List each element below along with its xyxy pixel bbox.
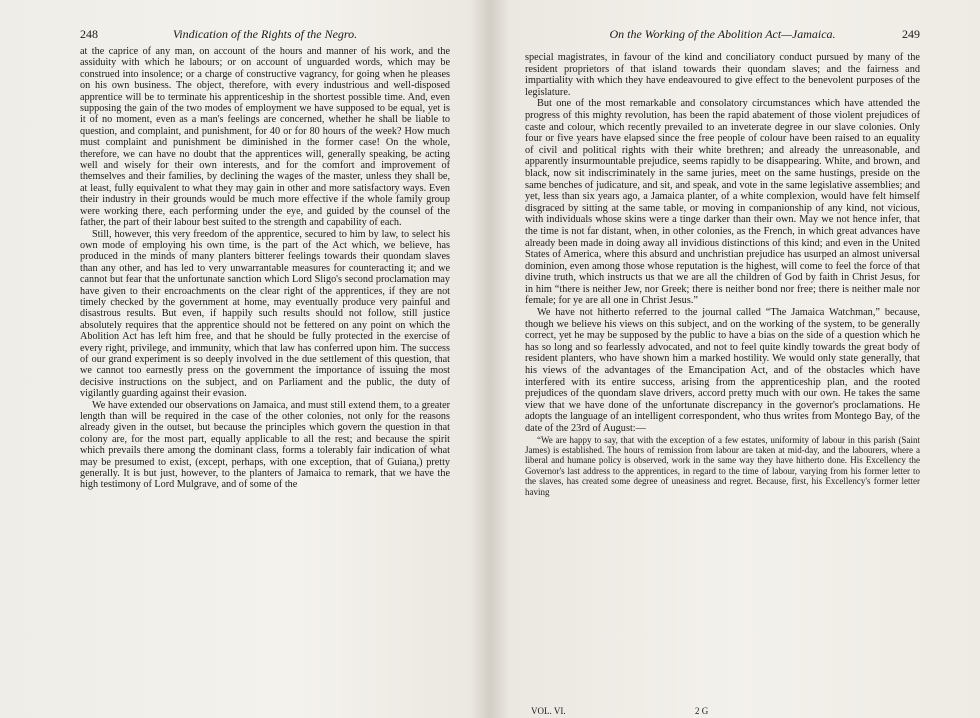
paragraph: Still, however, this very freedom of the apprentice, secured to him by law, to select his own mode of employing his own time, is the part of the Act which, we believe, has produced in the minds of many planters bitterer feelings towards their quondam slaves than any other, and has led to very unwarrantable measures for counteracting it; and we cannot but fear that the unfortunate sanction which Lord Sligo's second proclamation may have given to their encroachments on the clear right of the apprentices, if they are not timely checked by the government at home, may eventually produce very painful and disastrous results. But even, if happily such results should not follow, still justice absolutely requires that the apprentice should not be fettered on any point on which the Abolition Act has left him free, and that he should be fully protected in the exercise of every right, privilege, and immunity, which that law has conferred upon him. The success of our grand experiment is so deeply involved in the due settlement of this question, that we cannot too earnestly press on the government the importance of issuing the most decisive instructions on the subject, and on Parliament and the public, the duty of vigilantly guarding against their evasion. xyxy=(80,228,450,400)
paragraph: We have extended our observations on Jamaica, and must still extend them, to a greater length than will be required in the case of the other colonies, not only for the reasons already given in the outset, but because the principles which govern the question in that colony are, for the most part, equally applicable to all the rest; and because the spirit which prevails there among the dominant class, forms a tolerably fair indication of what may be presumed to exist, (except, perhaps, with one exception, that of Guiana,) pretty generally. It is but just, however, to the planters of Jamaica to remark, that we have the high testimony of Lord Mulgrave, and of some of the xyxy=(80,399,450,491)
paragraph: We have not hitherto referred to the journal called “The Jamaica Watchman,” because, though we believe his views on this subject, and on the working of the system, to be generally correct, yet he may be supposed by the public to have a bias on the side of a question which he has so long and so fearlessly advocated, and not to feel quite kindly towards the great body of resident planters, who have shown him a marked hostility. We would only state generally, that his views of the advantages of the Emancipation Act, and of the obstacles which have interfered with its entire success, arising from the apprenticeship plan, and the rooted prejudices of the quondam slave drivers, accord pretty much with our own. He takes the same view that we have done of the unfortunate discrepancy in the governor's proclamations. He adopts the language of an intelligent correspondent, who thus writes from Montego Bay, of the date of the 23rd of August:— xyxy=(525,307,920,434)
paragraph: special magistrates, in favour of the kind and conciliatory conduct pursued by many of the resident proprietors of that island towards their quondam slaves; and the fairness and impartiality with which they have endeavoured to give effect to the benevolent purposes of the legislature. xyxy=(525,52,920,98)
signature-mark: 2 G xyxy=(695,706,709,716)
paragraph: at the caprice of any man, on account of the hours and manner of his work, and the assiduity with which he labours; or on account of unguarded words, which may be construed into insolence; or a charge of constructive vagrancy, for going when he pleases on his own business. The object, therefore, with every industrious and well-disposed apprentice will be to terminate his apprenticeship in the shortest possible time. And, even supposing the gain of the two modes of employment we have supposed to be equal, yet is it of no moment, even as a man's feelings are concerned, whether he shall be liable to question, and complaint, and punishment, for 40 or for 80 hours of the week? How much must complaint and punishment be diminished in the former case! On the whole, therefore, we can have no doubt that the apprentices will, generally speaking, be acting well and wisely for their own interests, and for the comfort and improvement of themselves and their families, by declining the wages of the master, unless they shall be, at least, fully equivalent to what they may gain in other and more satisfactory ways. Even their industry in their grounds would be much more effective if the whole family group were working there, each performing under the eye, and guided by the counsel of the father, the part of their labour best suited to the strength and capability of each. xyxy=(80,46,450,229)
left-page xyxy=(80,0,450,718)
paragraph: But one of the most remarkable and consolatory circumstances which have attended the progress of this mighty revolution, has been the rapid abatement of those violent prejudices of caste and colour, which recently prevailed to an inveterate degree in our slave colonies. Only four or five years have elapsed since the free people of colour have been raised to an equality of civil and political rights with their white brethren; and already the unreasonable, and apparently insurmountable prejudice, seems rapidly to be disappearing. White, and brown, and black, now sit indiscriminately in the same juries, meet on the same hustings, preside on the same benches of judicature, and sit, and speak, and vote in the same legislative assemblies; and yet, less than six years ago, a Jamaica planter, of a white complexion, would have felt himself disgraced by sitting at the same table, or moving in companionship of any kind, not vicious, with individuals whose skins were a tinge darker than their own. May we not hence infer, that the time is not far distant, when, in other colonies, as the French, in which great advances have already been made in doing away all invidious distinctions of this kind; and even in the United States of America, where this absurd and unchristian prejudice has usurped an almost universal dominion, even among those whose reputation is the highest, will come to feel the force of that divine truth, which instructs us that we are all the children of God by faith in Christ Jesus, for in him “there is neither Jew, nor Greek; there is neither bond nor free; there is neither male nor female; for ye are all one in Christ Jesus.” xyxy=(525,98,920,307)
right-page-body xyxy=(525,52,920,497)
left-running-head: Vindication of the Rights of the Negro. xyxy=(172,27,358,41)
right-page xyxy=(525,0,920,718)
left-page-body xyxy=(80,46,450,491)
right-running-head: On the Working of the Abolition Act—Jamaica. xyxy=(609,27,836,41)
block-quote: “We are happy to say, that with the exception of a few estates, uniformity of labour in this parish (Saint James) is established. The hours of remission from labour are taken at mid-day, and the labourers, where a liberal and humane policy is observed, work in the same way they have hitherto done. His Excellency the Governor's last address to the apprentices, in regard to the time of labour, varying from his former letter to the slaves, has created some degree of uneasiness and regret. Because, first, his Excellency's former letter having xyxy=(525,434,920,497)
left-page-number: 248 xyxy=(80,27,98,41)
volume-marker: VOL. VI. xyxy=(531,706,566,716)
right-page-number: 249 xyxy=(902,27,920,41)
right-running-header xyxy=(525,26,920,42)
left-running-header xyxy=(80,26,450,42)
right-page-footer xyxy=(525,704,920,718)
